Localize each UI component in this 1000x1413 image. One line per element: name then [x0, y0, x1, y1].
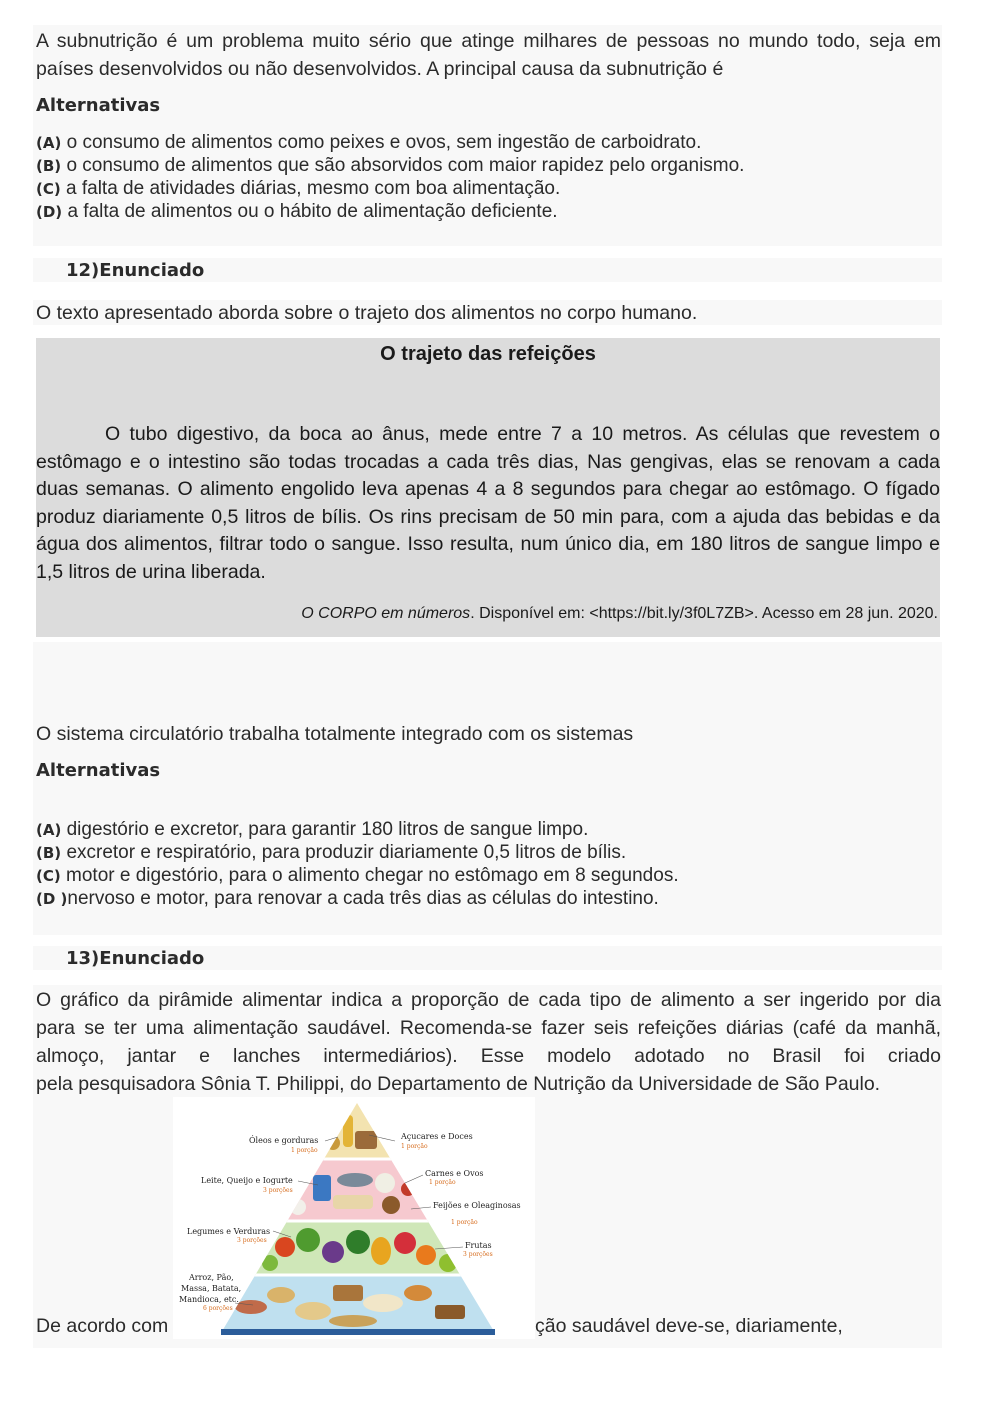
pyramid-label-beans: Feijões e Oleaginosas	[433, 1201, 521, 1210]
q13-heading-label: Enunciado	[99, 948, 205, 969]
q12-number: 12)	[66, 260, 100, 281]
alt-text: o consumo de alimentos como peixes e ovos, sem ingestão de carboidrato.	[66, 132, 702, 153]
q11-stem-line1: A subnutrição é um problema muito sério que atinge milhares de pessoas no mundo todo, seja em	[36, 30, 941, 52]
pyramid-label-sugars: Açucares e Doces	[401, 1132, 473, 1141]
q13-intro-line3: almoço, jantar e lanches intermediários). Esse modelo adotado no Brasil foi criado	[36, 1045, 941, 1067]
pyramid-portion-oils: 1 porção	[291, 1147, 318, 1154]
q13-intro-line2: para se ter uma alimentação saudável. Recomenda-se fazer seis refeições diárias (café da manhã,	[36, 1017, 941, 1039]
q12-heading	[66, 260, 204, 281]
pyramid-label-grains-3: Mandioca, etc.	[179, 1295, 239, 1304]
q12-alternative-c[interactable]	[36, 864, 679, 888]
pyramid-portion-fruits: 3 porções	[463, 1251, 493, 1258]
alt-text: digestório e excretor, para garantir 180 litros de sangue limpo.	[66, 819, 589, 840]
pyramid-label-grains-1: Arroz, Pão,	[189, 1273, 234, 1282]
q12-heading-label: Enunciado	[99, 260, 205, 281]
pyramid-label-oils: Óleos e gorduras	[249, 1136, 319, 1145]
q11-alternative-a[interactable]	[36, 131, 701, 155]
alt-letter: (B)	[36, 844, 62, 862]
alt-text: nervoso e motor, para renovar a cada três dias as células do intestino.	[67, 888, 659, 909]
alt-letter: (A)	[36, 134, 62, 152]
alt-letter: (A)	[36, 821, 62, 839]
q11-alternative-d[interactable]	[36, 200, 558, 224]
q12-alternative-d[interactable]	[36, 887, 659, 911]
q12-text-box	[36, 338, 940, 637]
q12-intro: O texto apresentado aborda sobre o trajeto dos alimentos no corpo humano.	[36, 302, 698, 324]
alt-letter: (D)	[36, 203, 63, 221]
pyramid-label-vegetables: Legumes e Verduras	[187, 1227, 271, 1236]
alt-text: a falta de alimentos ou o hábito de alimentação deficiente.	[67, 201, 558, 222]
q12-alternative-b[interactable]	[36, 841, 626, 865]
q12-box-body: O tubo digestivo, da boca ao ânus, mede entre 7 a 10 metros. As células que revestem o estômago e o intestino são todas trocadas a cada três dias, Nas gengivas, elas se renovam a cada duas semanas. O alimento engolido leva apenas 4 a 8 segundos para chegar ao estômago. O fígado produz diariamente 0,5 litros de bílis. Os rins precisam de 50 min para, com a ajuda das bebidas e da água dos alimentos, filtrar todo o sangue. Isso resulta, num único dia, em 180 litros de sangue limpo e 1,5 litros de urina liberada.	[36, 423, 940, 583]
alt-letter: (C)	[36, 867, 61, 885]
pyramid-portion-meat: 1 porção	[429, 1179, 456, 1186]
pyramid-portion-vegetables: 3 porções	[237, 1237, 267, 1244]
q13-heading	[66, 948, 204, 969]
pyramid-label-fruits: Frutas	[465, 1241, 492, 1250]
q12-source	[301, 605, 938, 623]
q11-block	[33, 25, 942, 246]
q11-alternative-c[interactable]	[36, 177, 560, 201]
pyramid-portion-beans: 1 porção	[451, 1219, 478, 1226]
q12-intro-block	[33, 300, 942, 325]
q11-stem-line2: países desenvolvidos ou não desenvolvidos. A principal causa da subnutrição é	[36, 58, 724, 80]
q12-box-title: O trajeto das refeições	[380, 343, 596, 365]
alt-letter: (D )	[36, 890, 68, 908]
q13-number: 13)	[66, 948, 100, 969]
alt-text: o consumo de alimentos que são absorvidos com maior rapidez pelo organismo.	[66, 155, 745, 176]
q13-intro-line1: O gráfico da pirâmide alimentar indica a proporção de cada tipo de alimento a ser ingerido por dia	[36, 989, 941, 1011]
alt-text: excretor e respiratório, para produzir diariamente 0,5 litros de bílis.	[66, 842, 627, 863]
q11-alternative-b[interactable]	[36, 154, 744, 178]
q12-source-title: O CORPO em números	[301, 605, 471, 622]
pyramid-portion-sugars: 1 porção	[401, 1143, 428, 1150]
alt-letter: (C)	[36, 180, 61, 198]
q12-question-block	[33, 642, 942, 935]
pyramid-label-dairy: Leite, Queijo e Iogurte	[201, 1176, 293, 1185]
alt-text: motor e digestório, para o alimento chegar no estômago em 8 segundos.	[66, 865, 679, 886]
pyramid-label-grains-2: Massa, Batata,	[181, 1284, 242, 1293]
alt-text: a falta de atividades diárias, mesmo com boa alimentação.	[66, 178, 561, 199]
q12-heading-bar	[33, 258, 942, 282]
q11-alternatives-heading: Alternativas	[36, 95, 161, 116]
pyramid-portion-dairy: 3 porções	[263, 1187, 293, 1194]
pyramid-portion-grains: 6 porções	[203, 1305, 233, 1312]
q13-heading-bar	[33, 946, 942, 970]
q13-question-right: ção saudável deve-se, diariamente,	[535, 1315, 843, 1337]
alt-letter: (B)	[36, 157, 62, 175]
pyramid-label-meat: Carnes e Ovos	[425, 1169, 484, 1178]
q13-intro-line4: pela pesquisadora Sônia T. Philippi, do Departamento de Nutrição da Universidade de São Paulo.	[36, 1073, 881, 1095]
q12-question: O sistema circulatório trabalha totalmente integrado com os sistemas	[36, 723, 634, 745]
q12-source-rest: . Disponível em: <https://bit.ly/3f0L7ZB>. Acesso em 28 jun. 2020.	[470, 605, 938, 622]
q12-alternative-a[interactable]	[36, 818, 588, 842]
food-pyramid-image	[173, 1097, 535, 1339]
q13-question-left: De acordo com	[36, 1315, 169, 1337]
q12-alternatives-heading: Alternativas	[36, 760, 161, 781]
